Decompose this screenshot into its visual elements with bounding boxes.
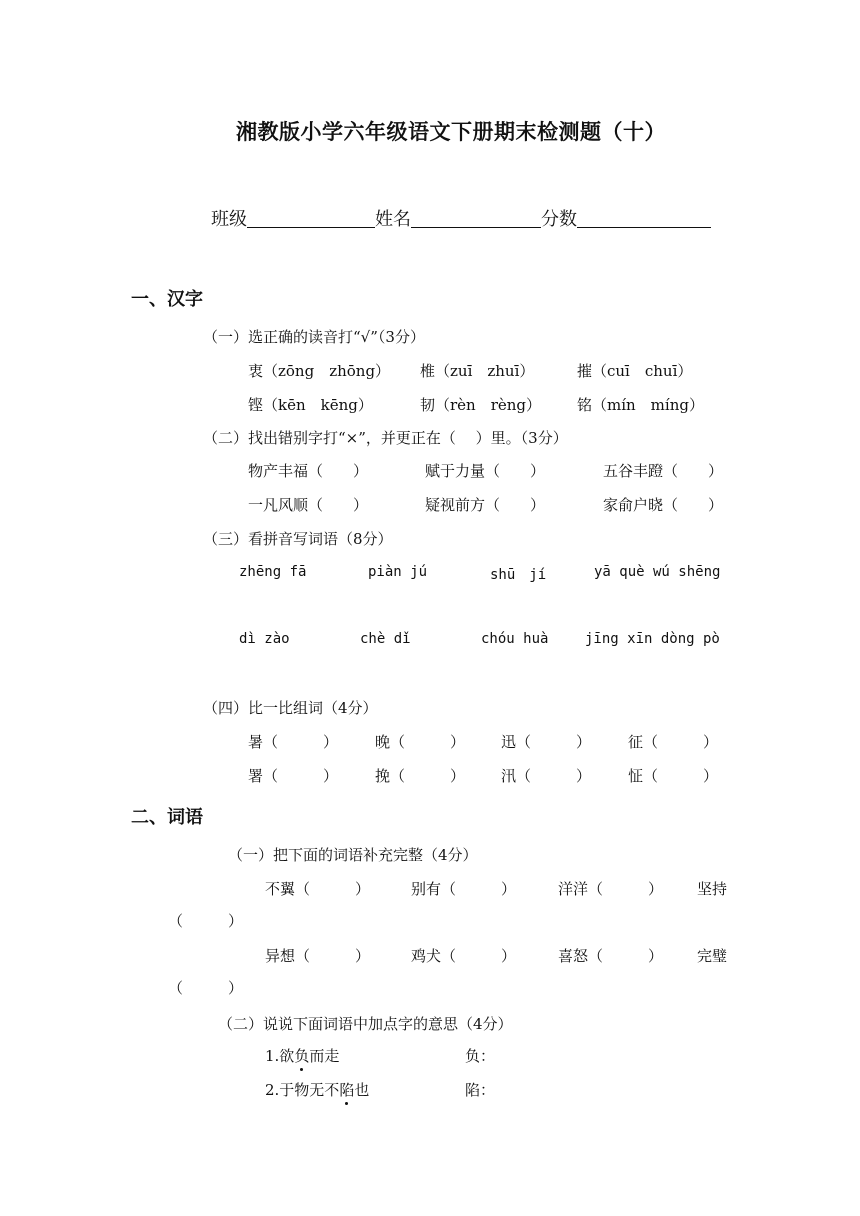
typo-item: 赋于力量（ ） <box>425 462 546 480</box>
section-heading-ciyu: 二、词语 <box>131 807 203 828</box>
pinyin-choice-item: 铿（kēn kēng） <box>248 396 373 414</box>
compare-word-item: 暑（ ） <box>248 733 339 751</box>
idiom-fill-wrap: （ ） <box>168 912 244 930</box>
pinyin-prompt: zhēng fā <box>239 564 307 580</box>
pinyin-prompt: dì zào <box>239 631 290 647</box>
dotted-character: 负 <box>294 1047 310 1065</box>
question-label: （四）比一比组词（4分） <box>203 699 378 717</box>
dotted-word-item: 2.于物无不陷也 <box>265 1081 370 1099</box>
pinyin-prompt: jīng xīn dòng pò <box>585 631 720 647</box>
idiom-fill-wrap: （ ） <box>168 979 244 997</box>
dotted-character: 陷 <box>339 1081 355 1099</box>
question-label: （一）选正确的读音打“√”（3分） <box>203 328 425 346</box>
question-label: （二）找出错别字打“×”，并更正在（ ）里。（3分） <box>203 429 568 447</box>
class-blank[interactable] <box>247 209 375 228</box>
compare-word-item: 迅（ ） <box>501 733 592 751</box>
typo-item: 家俞户晓（ ） <box>603 496 724 514</box>
idiom-fill-item: 别有（ ） <box>411 880 517 898</box>
question-label: （一）把下面的词语补充完整（4分） <box>228 846 478 864</box>
name-blank[interactable] <box>411 209 541 228</box>
meaning-answer-label: 陷： <box>465 1081 496 1099</box>
question-label: （三）看拼音写词语（8分） <box>203 530 393 548</box>
compare-word-item: 征（ ） <box>628 733 719 751</box>
section-heading-hanzi: 一、汉字 <box>131 289 203 310</box>
student-info-line <box>211 205 711 231</box>
pinyin-prompt: shū jí <box>490 567 547 583</box>
pinyin-choice-item: 衷（zōng zhōng） <box>248 362 391 380</box>
pinyin-choice-item: 韧（rèn rèng） <box>420 396 542 414</box>
compare-word-item: 署（ ） <box>248 767 339 785</box>
idiom-fill-item: 喜怒（ ） <box>558 947 664 965</box>
idiom-fill-item: 完璧 <box>697 947 728 965</box>
pinyin-prompt: yā què wú shēng <box>594 564 721 580</box>
compare-word-item: 挽（ ） <box>375 767 466 785</box>
class-label: 班级 <box>211 209 247 230</box>
question-label: （二）说说下面词语中加点字的意思（4分） <box>218 1015 513 1033</box>
meaning-answer-label: 负： <box>465 1047 496 1065</box>
dotted-word-item: 1.欲负而走 <box>265 1047 340 1065</box>
pinyin-prompt: chóu huà <box>481 631 549 647</box>
idiom-fill-item: 洋洋（ ） <box>558 880 664 898</box>
typo-item: 疑视前方（ ） <box>425 496 546 514</box>
typo-item: 物产丰福（ ） <box>248 462 369 480</box>
idiom-fill-item: 不翼（ ） <box>265 880 371 898</box>
idiom-fill-item: 鸡犬（ ） <box>411 947 517 965</box>
pinyin-choice-item: 椎（zuī zhuī） <box>420 362 535 380</box>
compare-word-item: 怔（ ） <box>628 767 719 785</box>
typo-item: 一凡风顺（ ） <box>248 496 369 514</box>
pinyin-prompt: chè dǐ <box>360 631 411 647</box>
pinyin-choice-item: 铭（mín míng） <box>577 396 704 414</box>
pinyin-prompt: piàn jú <box>368 564 428 580</box>
compare-word-item: 汛（ ） <box>501 767 592 785</box>
compare-word-item: 晚（ ） <box>375 733 466 751</box>
score-label: 分数 <box>541 209 577 230</box>
name-label: 姓名 <box>375 209 411 230</box>
idiom-fill-item: 坚持 <box>697 880 728 898</box>
typo-item: 五谷丰蹬（ ） <box>603 462 724 480</box>
idiom-fill-item: 异想（ ） <box>265 947 371 965</box>
page-title: 湘教版小学六年级语文下册期末检测题（十） <box>236 119 666 144</box>
score-blank[interactable] <box>577 209 711 228</box>
pinyin-choice-item: 摧（cuī chuī） <box>577 362 693 380</box>
